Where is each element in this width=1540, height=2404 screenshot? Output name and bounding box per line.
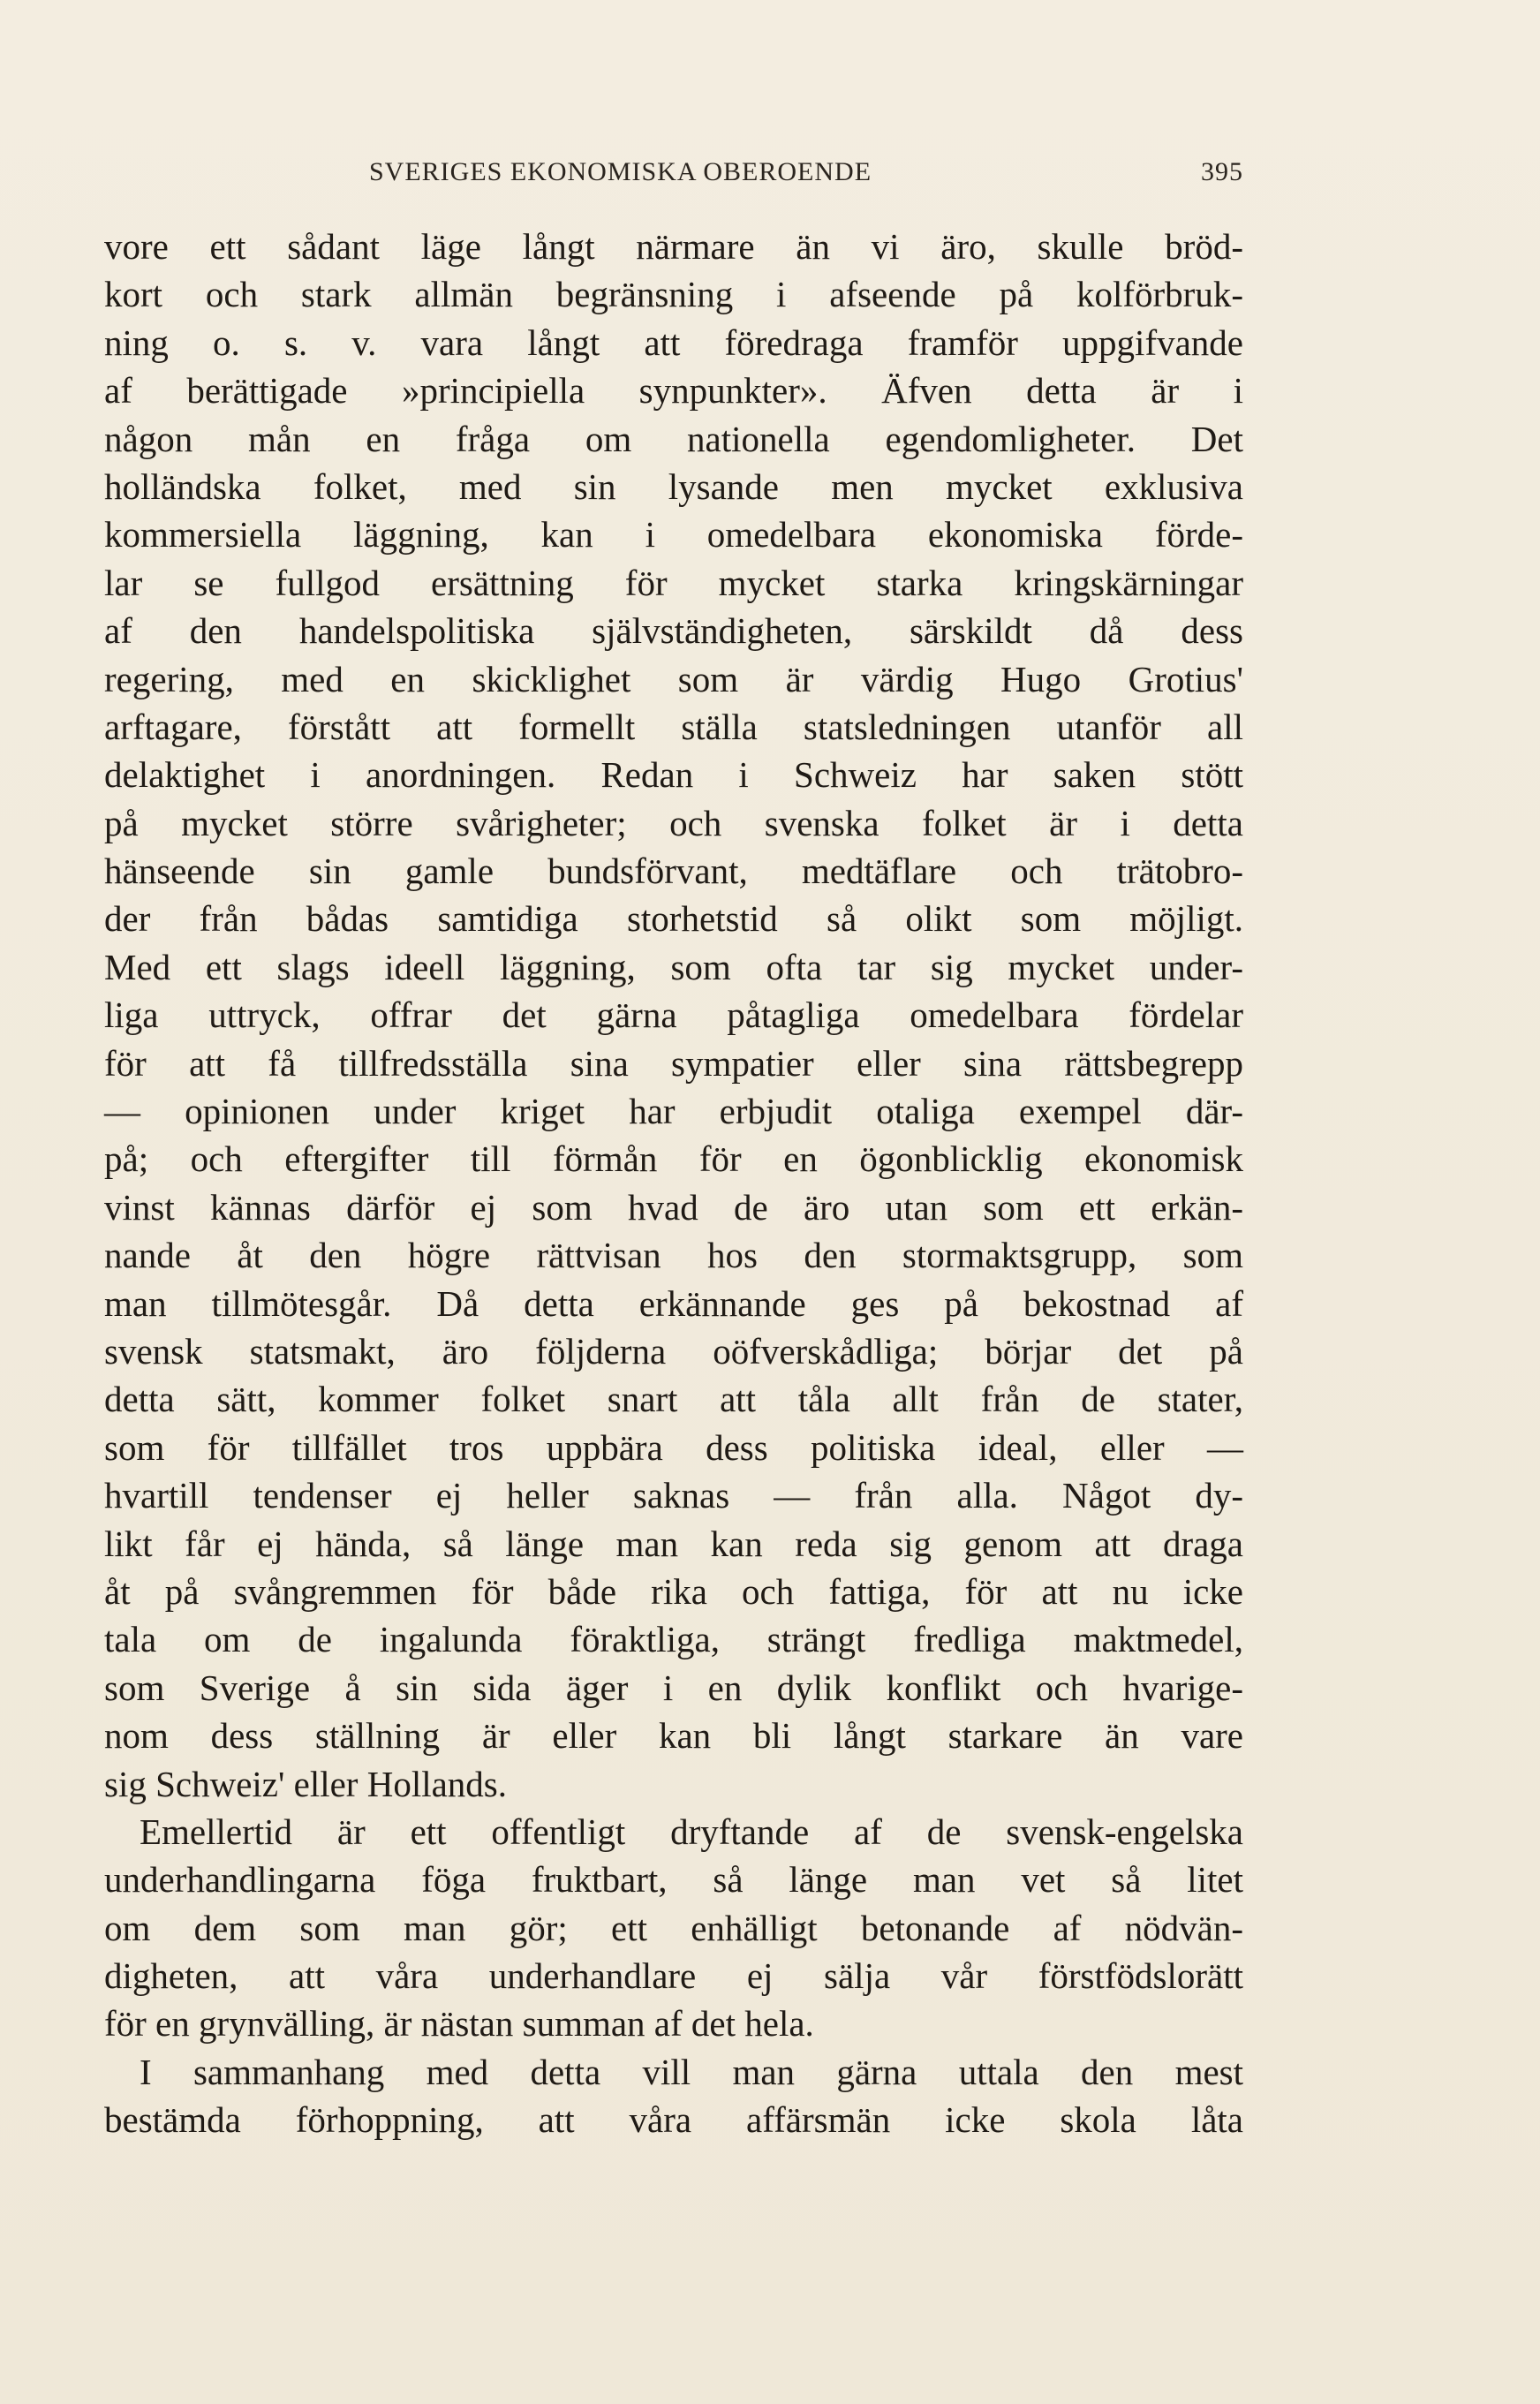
text-line: som för tillfället tros uppbära dess politiska ideal, eller — [104, 1426, 1243, 1468]
text-line: för en grynvälling, är nästan summan af det hela. [104, 2003, 814, 2045]
text-line: regering, med en skicklighet som är värdig Hugo Grotius' [104, 658, 1243, 699]
text-line: liga uttryck, offrar det gärna påtagliga omedelbara fördelar [104, 994, 1243, 1036]
text-line: bestämda förhoppning, att våra affärsmän icke skola låta [104, 2099, 1243, 2141]
text-line: sig Schweiz' eller Hollands. [104, 1763, 508, 1804]
text-line: tala om de ingalunda föraktliga, strängt fredliga maktmedel, [104, 1619, 1243, 1660]
text-line: hänseende sin gamle bundsförvant, medtäflare och trätobro- [104, 850, 1243, 892]
body-text [104, 223, 1243, 2144]
text-line: af berättigade »principiella synpunkter». Äfven detta är i [104, 370, 1243, 412]
text-line: man tillmötesgår. Då detta erkännande ges på bekostnad af [104, 1282, 1243, 1324]
text-line: holländska folket, med sin lysande men mycket exklusiva [104, 465, 1243, 507]
text-line: för att få tillfredsställa sina sympatier eller sina rättsbegrepp [104, 1042, 1243, 1084]
text-line: delaktighet i anordningen. Redan i Schweiz har saken stött [104, 754, 1243, 796]
paragraph-2 [104, 1808, 1243, 2048]
text-line: som Sverige å sin sida äger i en dylik konflikt och hvarige- [104, 1667, 1243, 1708]
text-line: på; och eftergifter till förmån för en ögonblicklig ekonomisk [104, 1138, 1243, 1180]
running-head [104, 157, 1243, 196]
text-line: åt på svångremmen för både rika och fattiga, för att nu icke [104, 1570, 1243, 1612]
text-line: svensk statsmakt, äro följderna oöfverskådliga; börjar det på [104, 1330, 1243, 1372]
text-line: vinst kännas därför ej som hvad de äro utan som ett erkän- [104, 1186, 1243, 1228]
text-line: nom dess ställning är eller kan bli långt starkare än vare [104, 1715, 1243, 1757]
page-number: 395 [1201, 157, 1243, 186]
paragraph-1 [104, 223, 1243, 1808]
text-line: — opinionen under kriget har erbjudit otaliga exempel där- [104, 1091, 1243, 1132]
text-line: digheten, att våra underhandlare ej sälja vår förstfödslorätt [104, 1955, 1243, 1997]
text-line: I sammanhang med detta vill man gärna uttala den mest [140, 2051, 1243, 2092]
text-line: detta sätt, kommer folket snart att tåla allt från de stater, [104, 1379, 1243, 1420]
text-line: vore ett sådant läge långt närmare än vi äro, skulle bröd- [104, 226, 1243, 267]
text-line: likt får ej hända, så länge man kan reda sig genom att draga [104, 1523, 1243, 1564]
text-line: Emellertid är ett offentligt dryftande af de svensk-engelska [140, 1811, 1243, 1852]
text-line: nande åt den högre rättvisan hos den stormaktsgrupp, som [104, 1235, 1243, 1276]
text-line: någon mån en fråga om nationella egendomligheter. Det [104, 418, 1243, 459]
paragraph-3 [104, 2048, 1243, 2144]
text-line: lar se fullgod ersättning för mycket starka kringskärningar [104, 562, 1243, 603]
text-line: der från bådas samtidiga storhetstid så olikt som möjligt. [104, 898, 1243, 940]
text-line: kort och stark allmän begränsning i afseende på kolförbruk- [104, 274, 1243, 315]
text-line: hvartill tendenser ej heller saknas — från alla. Något dy- [104, 1475, 1243, 1516]
text-line: arftagare, förstått att formellt ställa statsledningen utanför all [104, 706, 1243, 747]
running-title: SVERIGES EKONOMISKA OBEROENDE [369, 157, 872, 186]
text-line: om dem som man gör; ett enhälligt betonande af nödvän- [104, 1907, 1243, 1948]
text-line: af den handelspolitiska självständigheten, särskildt då dess [104, 610, 1243, 652]
text-line: på mycket större svårigheter; och svenska folket är i detta [104, 802, 1243, 843]
text-line: kommersiella läggning, kan i omedelbara ekonomiska förde- [104, 514, 1243, 556]
text-line: ning o. s. v. vara långt att föredraga framför uppgifvande [104, 321, 1243, 363]
text-line: underhandlingarna föga fruktbart, så länge man vet så litet [104, 1859, 1243, 1901]
text-line: Med ett slags ideell läggning, som ofta tar sig mycket under- [104, 946, 1243, 987]
